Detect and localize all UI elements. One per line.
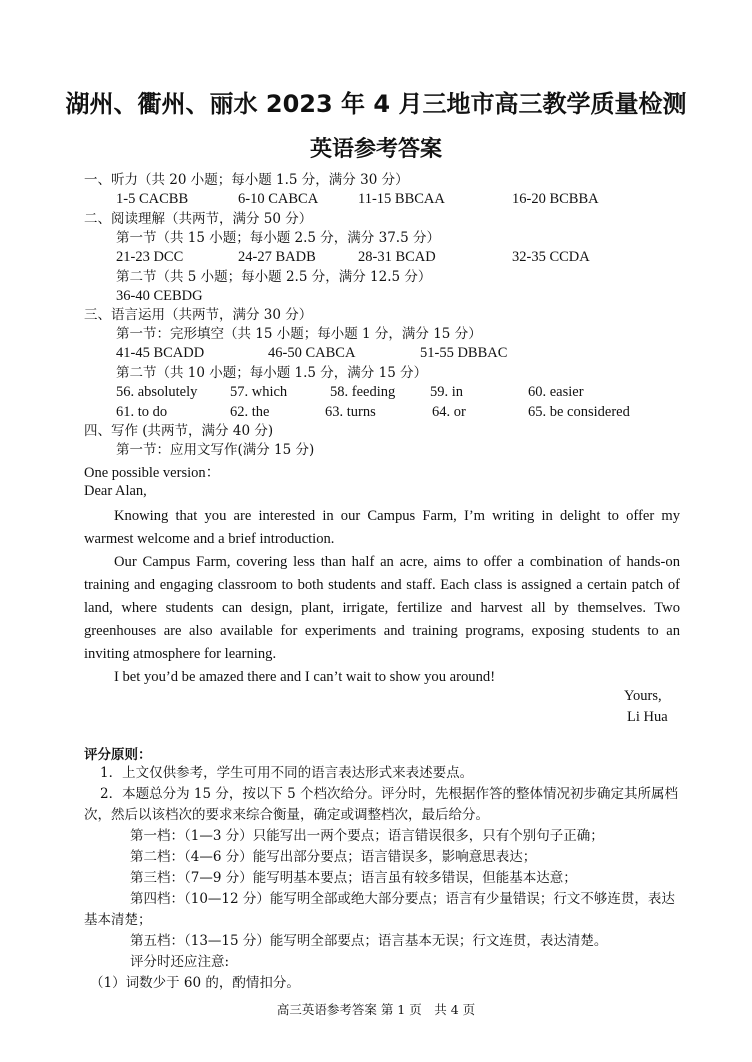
reading-answer-2: 24-27 BADB bbox=[238, 249, 316, 265]
reading-answer-1: 21-23 DCC bbox=[116, 249, 184, 265]
listening-heading: 一、听力（共 20 小题；每小题 1.5 分，满分 30 分） bbox=[84, 172, 409, 188]
listening-answer-4: 16-20 BCBBA bbox=[512, 191, 599, 207]
grammar-answer-63: 63. turns bbox=[325, 404, 376, 420]
grammar-answer-61: 61. to do bbox=[116, 404, 168, 420]
essay-signature: Li Hua bbox=[627, 709, 668, 725]
grammar-answer-60: 60. easier bbox=[528, 384, 584, 400]
rule-level: 第四档：（10—12 分）能写明全部或绝大部分要点；语言有少量错误；行文不够连贯，表达基本清楚； bbox=[84, 891, 675, 928]
essay-paragraph: Knowing that you are interested in our Campus Farm, I’m writing in delight to offer my warmest welcome and a brief introduction. bbox=[84, 508, 680, 547]
grammar-answer-65: 65. be considered bbox=[528, 404, 630, 420]
grammar-answer-56: 56. absolutely bbox=[116, 384, 198, 400]
reading-heading: 二、阅读理解（共两节，满分 50 分） bbox=[84, 211, 313, 227]
language-part2-heading: 第二节（共 10 小题；每小题 1.5 分，满分 15 分） bbox=[116, 365, 428, 381]
writing-part1-heading: 第一节：应用文写作(满分 15 分) bbox=[116, 442, 315, 458]
rules-note-heading: 评分时还应注意: bbox=[130, 954, 230, 970]
rule-item: 1．上文仅供参考，学生可用不同的语言表达形式来表述要点。 bbox=[100, 765, 474, 781]
cloze-answer-2: 46-50 CABCA bbox=[268, 345, 356, 361]
essay-intro: One possible version： bbox=[84, 465, 221, 481]
listening-answer-1: 1-5 CACBB bbox=[116, 191, 189, 207]
rules-note-1: （1）词数少于 60 的，酌情扣分。 bbox=[90, 975, 300, 991]
rule-level: 第五档：（13—15 分）能写明全部要点；语言基本无误；行文连贯，表达清楚。 bbox=[130, 933, 608, 949]
reading-part1-heading: 第一节（共 15 小题；每小题 2.5 分，满分 37.5 分） bbox=[116, 230, 440, 246]
rules-list bbox=[84, 763, 684, 994]
language-part1-heading: 第一节：完形填空（共 15 小题；每小题 1 分，满分 15 分） bbox=[116, 326, 482, 342]
rules-heading: 评分原则： bbox=[84, 747, 152, 763]
grammar-answer-57: 57. which bbox=[230, 384, 288, 400]
reading-answer-3: 28-31 BCAD bbox=[358, 249, 436, 265]
essay-body bbox=[84, 505, 680, 689]
grammar-answer-58: 58. feeding bbox=[330, 384, 396, 400]
essay-paragraph: I bet you’d be amazed there and I can’t wait to show you around! bbox=[114, 669, 496, 685]
grammar-answer-59: 59. in bbox=[430, 384, 464, 400]
reading-answer-4: 32-35 CCDA bbox=[512, 249, 590, 265]
reading-part2-heading: 第二节（共 5 小题；每小题 2.5 分，满分 12.5 分） bbox=[116, 269, 432, 285]
essay-paragraph: Our Campus Farm, covering less than half an acre, aims to offer a combination of hands-on training and engaging classroom to both students and staff. Each class is assigned a certain patch of land, where students can design, plant, irrigate, fertilize and harvest all by themselves. Two greenhouses are also available for experiments and training programs, exposing students to an inviting atmosphere for learning. bbox=[84, 554, 680, 662]
grammar-answer-62: 62. the bbox=[230, 404, 270, 420]
reading-part2-answer: 36-40 CEBDG bbox=[116, 288, 203, 304]
rule-level: 第二档：（4—6 分）能写出部分要点；语言错误多，影响意思表达； bbox=[130, 849, 537, 865]
grammar-answer-64: 64. or bbox=[432, 404, 466, 420]
listening-answer-2: 6-10 CABCA bbox=[238, 191, 319, 207]
language-heading: 三、语言运用（共两节，满分 30 分） bbox=[84, 307, 313, 323]
cloze-answer-3: 51-55 DBBAC bbox=[420, 345, 508, 361]
document-title: 湖州、衢州、丽水 2023 年 4 月三地市高三教学质量检测 bbox=[65, 90, 687, 118]
writing-heading: 四、写作 (共两节，满分 40 分) bbox=[84, 423, 274, 439]
document-subtitle: 英语参考答案 bbox=[309, 137, 442, 162]
page-footer: 高三英语参考答案 第 1 页 共 4 页 bbox=[276, 1002, 476, 1017]
essay-closing: Yours, bbox=[624, 688, 662, 704]
rule-item: 2．本题总分为 15 分，按以下 5 个档次给分。评分时，先根据作答的整体情况初步确定其所属档次，然后以该档次的要求来综合衡量，确定或调整档次，最后给分。 bbox=[84, 786, 679, 823]
essay-salutation: Dear Alan, bbox=[84, 483, 147, 499]
cloze-answer-1: 41-45 BCADD bbox=[116, 345, 205, 361]
listening-answer-3: 11-15 BBCAA bbox=[358, 191, 445, 207]
rule-level: 第三档：（7—9 分）能写明基本要点；语言虽有较多错误，但能基本达意； bbox=[130, 870, 577, 886]
rule-level: 第一档：（1—3 分）只能写出一两个要点；语言错误很多，只有个别句子正确； bbox=[130, 828, 604, 844]
